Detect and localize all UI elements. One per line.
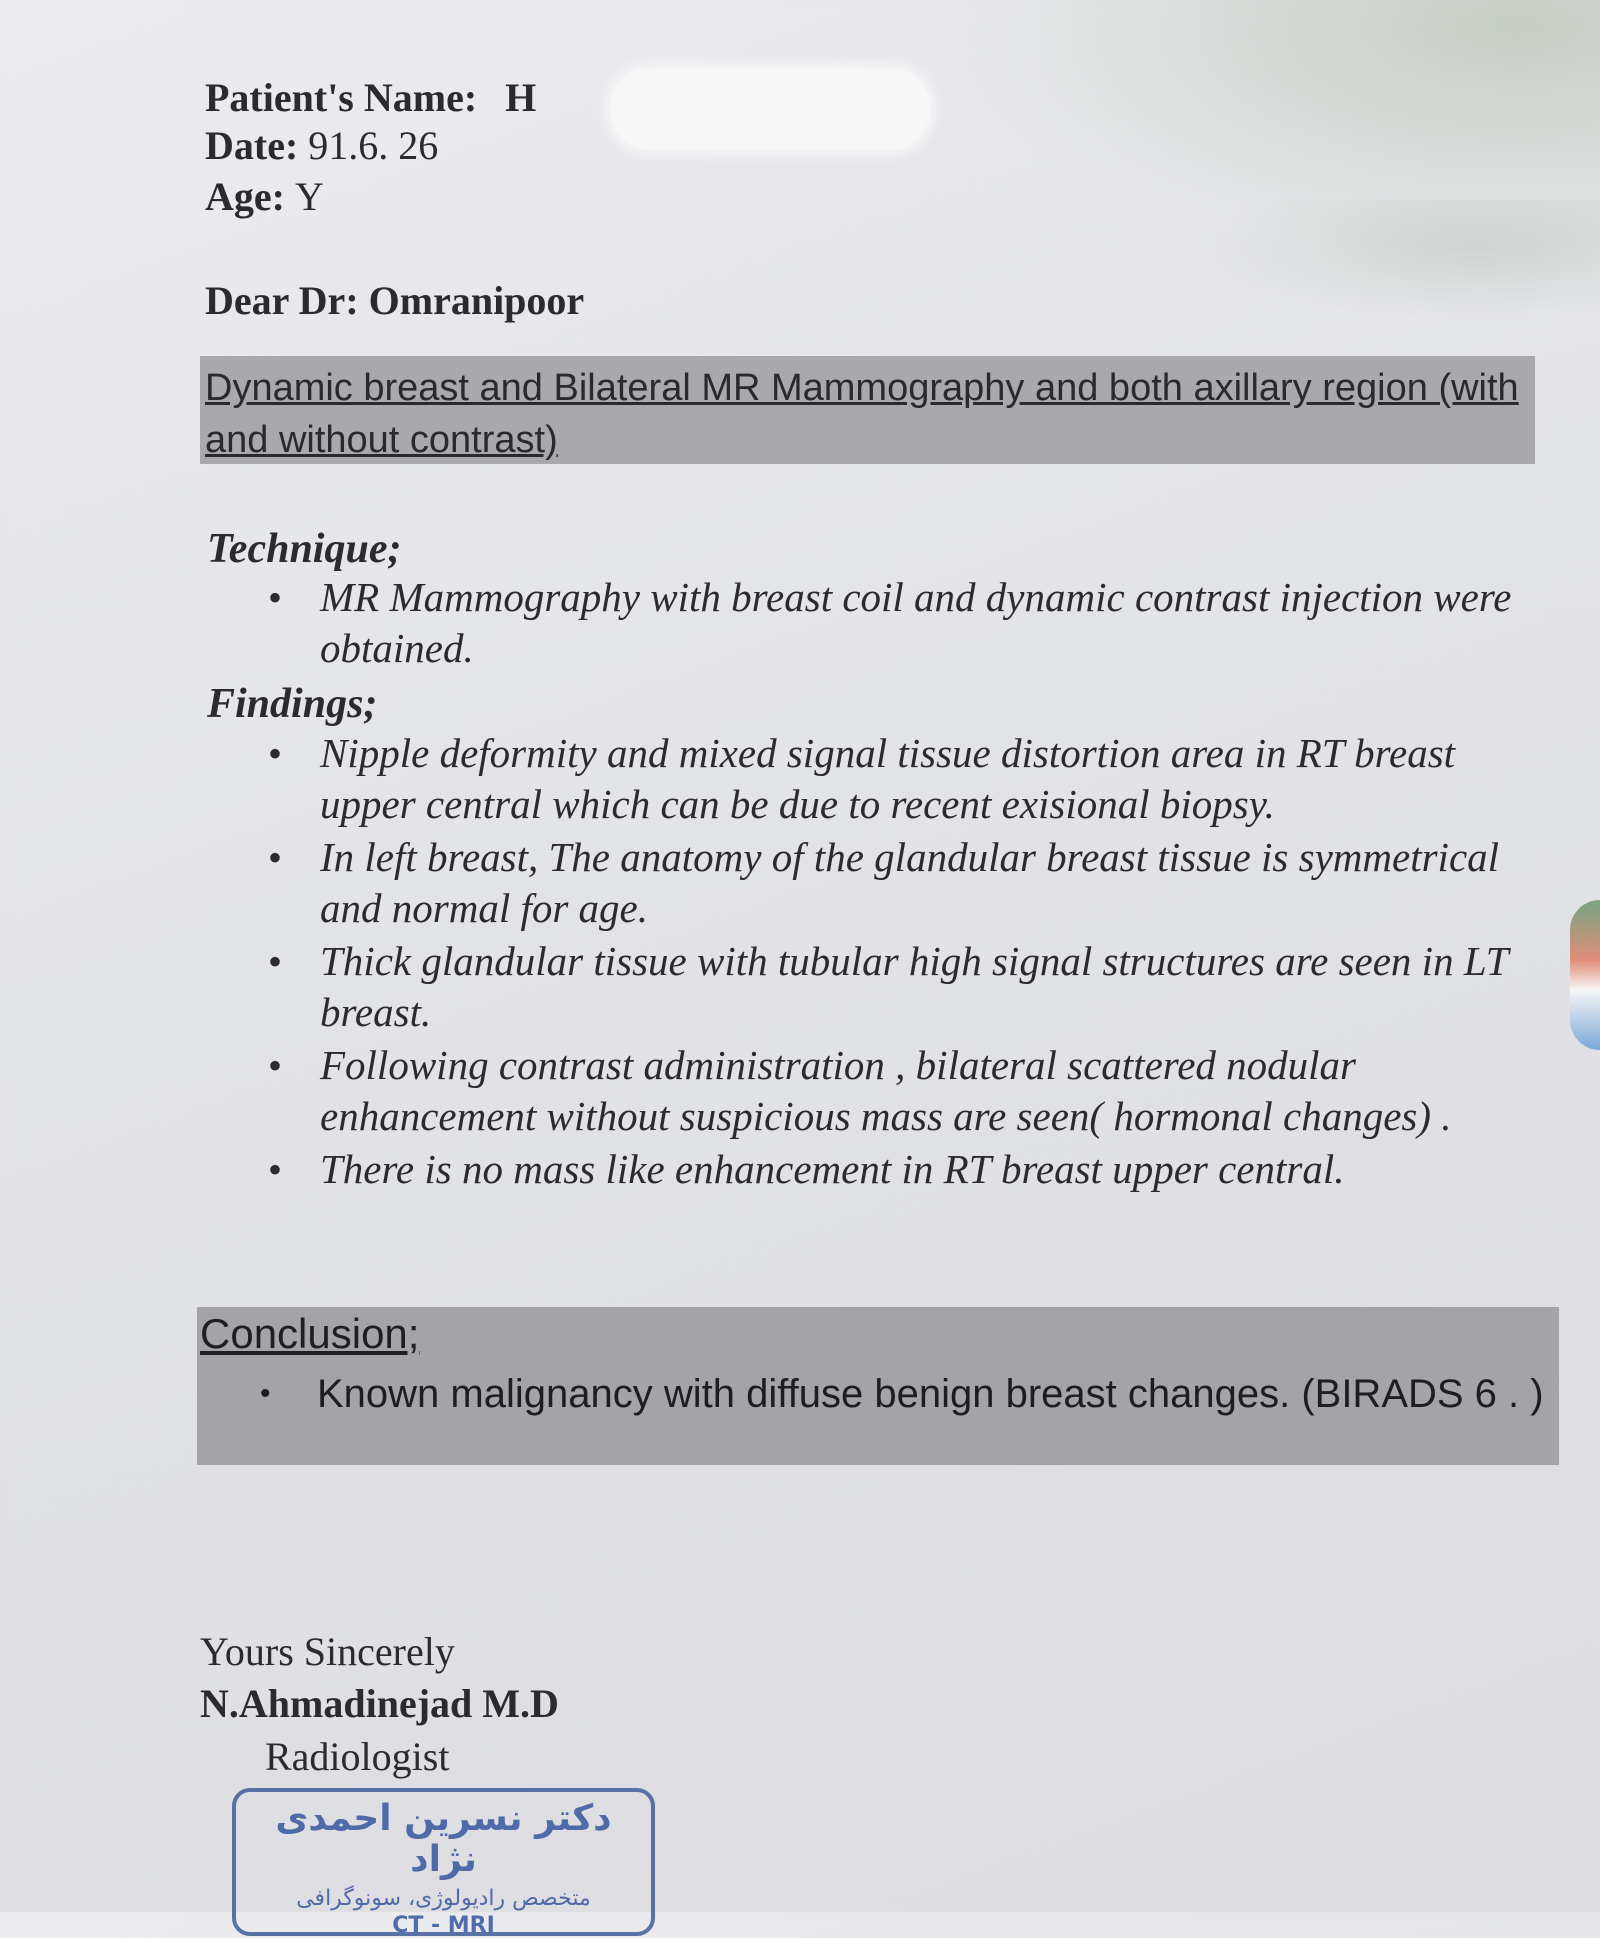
bullet-icon: • xyxy=(268,575,283,620)
technique-item-text: MR Mammography with breast coil and dynamic contrast injection were obtained. xyxy=(320,574,1512,671)
redaction-scribble xyxy=(610,68,930,150)
date-line xyxy=(205,123,439,168)
patient-name-value: H xyxy=(505,75,537,120)
finding-item-text: There is no mass like enhancement in RT breast upper central. xyxy=(320,1146,1345,1192)
closing-line: Yours Sincerely xyxy=(200,1629,455,1674)
bullet-icon: • xyxy=(268,1147,283,1192)
age-label: Age: xyxy=(205,174,285,219)
stamp-line-3: CT - MRI xyxy=(392,1913,495,1938)
list-item xyxy=(260,1040,1550,1142)
conclusion-item-text: Known malignancy with diffuse benign breast changes. (BIRADS 6 . ) xyxy=(317,1372,1544,1416)
bullet-icon: • xyxy=(268,939,283,984)
stamp-line-2: متخصص رادیولوژی، سونوگرافی xyxy=(296,1886,591,1911)
list-item xyxy=(260,1144,1550,1195)
report-title: Dynamic breast and Bilateral MR Mammography and both axillary region (with and without contrast) xyxy=(205,367,1519,461)
signer-role: Radiologist xyxy=(265,1734,450,1779)
leaf-shadow-lower xyxy=(1180,200,1600,320)
doctor-stamp xyxy=(232,1788,655,1936)
patient-name-line xyxy=(205,75,537,120)
edge-logo-fragment xyxy=(1570,900,1600,1050)
bullet-icon: • xyxy=(260,1377,271,1410)
conclusion-heading: Conclusion; xyxy=(200,1310,420,1357)
bullet-icon: • xyxy=(268,1043,283,1088)
technique-heading: Technique; xyxy=(207,526,402,572)
stamp-line-1: دکتر نسرین احمدی نژاد xyxy=(275,1798,612,1880)
technique-list xyxy=(260,572,1550,676)
list-item xyxy=(260,572,1550,674)
conclusion-item xyxy=(262,1367,1552,1421)
date-label: Date: xyxy=(205,123,299,168)
list-item xyxy=(260,832,1550,934)
finding-item-text: Nipple deformity and mixed signal tissue distortion area in RT breast upper central which can be due to recent exisional biopsy. xyxy=(320,730,1456,827)
age-value: Y xyxy=(294,174,324,219)
finding-item-text: In left breast, The anatomy of the glandular breast tissue is symmetrical and normal for age. xyxy=(320,834,1500,931)
salutation: Dear Dr: Omranipoor xyxy=(205,278,585,323)
patient-name-label: Patient's Name: xyxy=(205,75,478,120)
findings-heading: Findings; xyxy=(207,681,378,727)
age-line xyxy=(205,174,324,219)
bullet-icon: • xyxy=(268,835,283,880)
finding-item-text: Following contrast administration , bilateral scattered nodular enhancement without suspicious mass are seen( hormonal changes) . xyxy=(320,1042,1452,1139)
findings-list xyxy=(260,728,1550,1197)
bullet-icon: • xyxy=(268,731,283,776)
list-item xyxy=(260,728,1550,830)
list-item xyxy=(260,936,1550,1038)
finding-item-text: Thick glandular tissue with tubular high signal structures are seen in LT breast. xyxy=(320,938,1508,1035)
leaf-shadow xyxy=(940,0,1600,260)
date-value: 91.6. 26 xyxy=(308,123,439,168)
signer-name: N.Ahmadinejad M.D xyxy=(200,1681,559,1726)
